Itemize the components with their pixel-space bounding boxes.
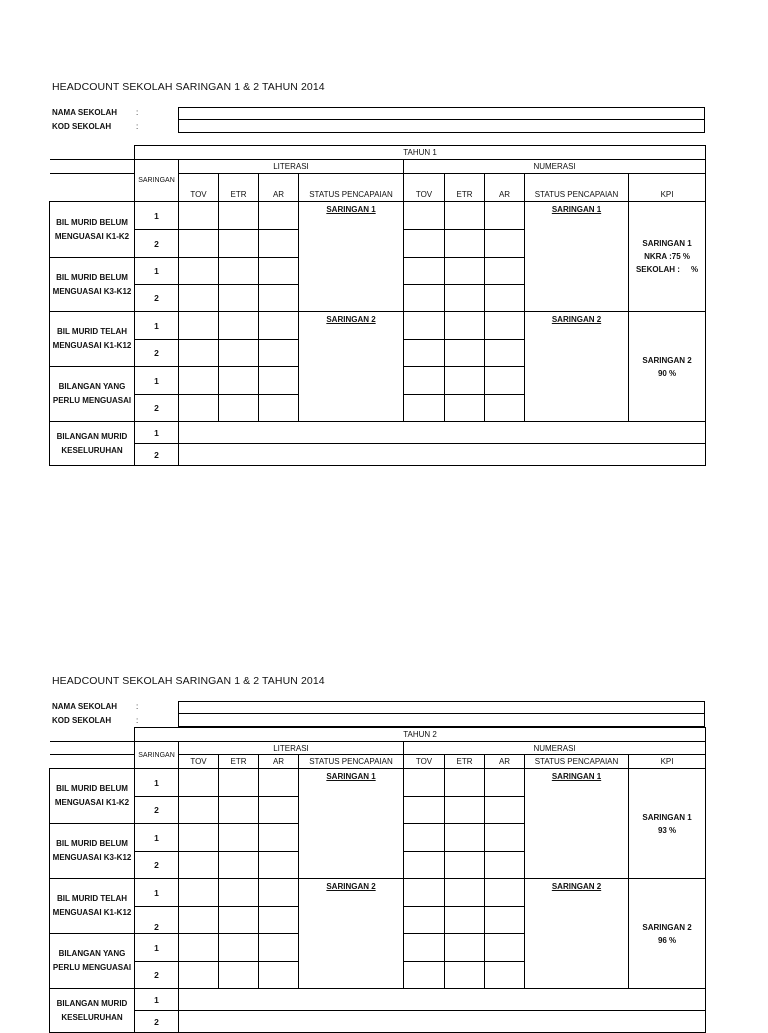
data-cell-wide[interactable] <box>179 444 706 466</box>
kpi-line: SARINGAN 1 <box>642 812 692 822</box>
data-cell[interactable] <box>404 769 445 797</box>
saringan-number: 1 <box>135 934 179 962</box>
data-cell[interactable] <box>485 395 525 422</box>
data-cell[interactable] <box>259 879 299 907</box>
data-cell[interactable] <box>259 824 299 852</box>
tov-header: TOV <box>404 755 445 769</box>
row-label-belum-k3-k12: BIL MURID BELUM MENGUASAI K3-K12 <box>50 824 135 879</box>
data-cell[interactable] <box>485 258 525 285</box>
data-cell[interactable] <box>404 202 445 230</box>
data-cell[interactable] <box>179 934 219 962</box>
data-cell[interactable] <box>259 797 299 824</box>
kpi-line: SARINGAN 2 <box>642 355 692 365</box>
status-pencapaian-header: STATUS PENCAPAIAN <box>299 174 404 202</box>
data-cell[interactable] <box>445 285 485 312</box>
data-cell[interactable] <box>259 230 299 258</box>
data-cell[interactable] <box>259 312 299 340</box>
data-cell[interactable] <box>179 824 219 852</box>
literasi-header: LITERASI <box>179 742 404 755</box>
status-pencapaian-header: STATUS PENCAPAIAN <box>299 755 404 769</box>
data-cell[interactable] <box>259 258 299 285</box>
row-label-belum-k1-k2: BIL MURID BELUM MENGUASAI K1-K2 <box>50 202 135 258</box>
status-saringan-1-label: SARINGAN 1 <box>326 205 376 214</box>
row-label-belum-k1-k2: BIL MURID BELUM MENGUASAI K1-K2 <box>50 769 135 824</box>
ar-header: AR <box>259 755 299 769</box>
status-cell-numerasi-2[interactable] <box>525 879 629 989</box>
data-cell[interactable] <box>179 769 219 797</box>
data-cell[interactable] <box>485 285 525 312</box>
tov-header: TOV <box>179 174 219 202</box>
data-cell[interactable] <box>445 258 485 285</box>
data-cell[interactable] <box>445 852 485 879</box>
data-cell[interactable] <box>219 824 259 852</box>
blank-corner <box>50 160 135 174</box>
data-cell[interactable] <box>179 907 219 934</box>
saringan-column-header: SARINGAN <box>135 160 179 202</box>
row-label-perlu-menguasai: BILANGAN YANG PERLU MENGUASAI <box>50 934 135 989</box>
etr-header: ETR <box>445 174 485 202</box>
data-cell-wide[interactable] <box>179 1011 706 1033</box>
data-cell[interactable] <box>404 312 445 340</box>
status-cell-literasi-1[interactable] <box>299 769 404 879</box>
data-cell[interactable] <box>219 934 259 962</box>
data-cell[interactable] <box>259 962 299 989</box>
data-cell[interactable] <box>404 395 445 422</box>
numerasi-header: NUMERASI <box>404 742 706 755</box>
kpi-header: KPI <box>629 174 706 202</box>
data-cell[interactable] <box>445 340 485 367</box>
data-cell[interactable] <box>219 852 259 879</box>
data-cell[interactable] <box>219 797 259 824</box>
saringan-number: 1 <box>135 202 179 230</box>
blank-corner <box>50 755 135 769</box>
nama-sekolah-field[interactable] <box>178 701 705 714</box>
data-cell[interactable] <box>485 230 525 258</box>
kpi-saringan-2 <box>629 312 706 422</box>
data-cell[interactable] <box>219 962 259 989</box>
etr-header: ETR <box>219 755 259 769</box>
row-label-telah-k1-k12: BIL MURID TELAH MENGUASAI K1-K12 <box>50 312 135 367</box>
data-cell[interactable] <box>404 907 445 934</box>
data-cell[interactable] <box>445 879 485 907</box>
saringan-number: 1 <box>135 769 179 797</box>
data-cell[interactable] <box>404 852 445 879</box>
kpi-line: SARINGAN 2 <box>642 922 692 932</box>
data-cell[interactable] <box>485 340 525 367</box>
row-label-telah-k1-k12: BIL MURID TELAH MENGUASAI K1-K12 <box>50 879 135 934</box>
data-cell[interactable] <box>219 395 259 422</box>
kpi-header: KPI <box>629 755 706 769</box>
status-saringan-1-label: SARINGAN 1 <box>326 772 376 781</box>
kpi-line: 93 % <box>657 825 677 835</box>
saringan-number: 2 <box>135 852 179 879</box>
kpi-saringan-1 <box>629 769 706 879</box>
ar-header: AR <box>485 755 525 769</box>
status-saringan-2-label: SARINGAN 2 <box>551 315 602 324</box>
ar-header: AR <box>485 174 525 202</box>
kpi-line: 90 % <box>657 368 677 378</box>
status-cell-numerasi-1[interactable] <box>525 769 629 879</box>
row-label-belum-k3-k12: BIL MURID BELUM MENGUASAI K3-K12 <box>50 258 135 312</box>
status-cell-numerasi-1[interactable] <box>525 202 629 312</box>
tahun-header: TAHUN 2 <box>135 728 706 742</box>
data-cell[interactable] <box>219 258 259 285</box>
form-title: HEADCOUNT SEKOLAH SARINGAN 1 & 2 TAHUN 2014 <box>52 675 325 687</box>
literasi-header: LITERASI <box>179 160 404 174</box>
tahun-header: TAHUN 1 <box>135 146 706 160</box>
data-cell[interactable] <box>485 852 525 879</box>
row-label-keseluruhan: BILANGAN MURID KESELURUHAN <box>50 989 135 1033</box>
numerasi-header: NUMERASI <box>404 160 706 174</box>
status-cell-literasi-2[interactable] <box>299 312 404 422</box>
data-cell[interactable] <box>445 395 485 422</box>
kod-sekolah-field[interactable] <box>178 714 705 727</box>
data-cell[interactable] <box>404 962 445 989</box>
data-cell[interactable] <box>404 879 445 907</box>
data-cell[interactable] <box>485 824 525 852</box>
data-cell[interactable] <box>179 312 219 340</box>
saringan-number: 1 <box>135 989 179 1011</box>
data-cell[interactable] <box>485 202 525 230</box>
data-cell[interactable] <box>179 962 219 989</box>
saringan-number: 2 <box>135 395 179 422</box>
data-cell[interactable] <box>259 202 299 230</box>
data-cell[interactable] <box>404 230 445 258</box>
tov-header: TOV <box>179 755 219 769</box>
data-cell[interactable] <box>179 395 219 422</box>
data-cell[interactable] <box>259 340 299 367</box>
saringan-number: 1 <box>135 422 179 444</box>
saringan-number: 1 <box>135 879 179 907</box>
saringan-number: 1 <box>135 258 179 285</box>
data-cell[interactable] <box>445 769 485 797</box>
data-cell[interactable] <box>259 852 299 879</box>
data-cell[interactable] <box>219 907 259 934</box>
data-cell[interactable] <box>179 367 219 395</box>
data-cell[interactable] <box>485 879 525 907</box>
data-cell[interactable] <box>445 934 485 962</box>
saringan-number: 2 <box>135 285 179 312</box>
data-cell[interactable] <box>179 340 219 367</box>
status-saringan-2-label: SARINGAN 2 <box>551 882 602 891</box>
data-cell[interactable] <box>259 769 299 797</box>
field-colon: : <box>136 122 139 131</box>
row-label-perlu-menguasai: BILANGAN YANG PERLU MENGUASAI <box>50 367 135 422</box>
blank-corner <box>50 728 135 742</box>
status-cell-literasi-1[interactable] <box>299 202 404 312</box>
data-cell[interactable] <box>445 367 485 395</box>
data-cell[interactable] <box>179 285 219 312</box>
ar-header: AR <box>259 174 299 202</box>
data-cell[interactable] <box>219 202 259 230</box>
data-cell-wide[interactable] <box>179 989 706 1011</box>
data-cell[interactable] <box>485 367 525 395</box>
data-cell[interactable] <box>445 230 485 258</box>
headcount-table <box>49 145 706 466</box>
data-cell[interactable] <box>404 824 445 852</box>
status-saringan-1-label: SARINGAN 1 <box>551 205 602 214</box>
data-cell[interactable] <box>404 340 445 367</box>
saringan-number: 2 <box>135 962 179 989</box>
data-cell[interactable] <box>219 879 259 907</box>
data-cell[interactable] <box>485 312 525 340</box>
blank-corner <box>50 146 135 160</box>
etr-header: ETR <box>219 174 259 202</box>
kpi-line: 96 % <box>657 935 677 945</box>
status-cell-numerasi-2[interactable] <box>525 312 629 422</box>
data-cell[interactable] <box>259 907 299 934</box>
kod-sekolah-label: KOD SEKOLAH <box>52 122 112 131</box>
status-saringan-1-label: SARINGAN 1 <box>551 772 602 781</box>
data-cell[interactable] <box>485 962 525 989</box>
data-cell[interactable] <box>219 230 259 258</box>
field-colon: : <box>136 108 139 117</box>
data-cell[interactable] <box>259 395 299 422</box>
data-cell[interactable] <box>179 230 219 258</box>
data-cell[interactable] <box>485 769 525 797</box>
saringan-number: 1 <box>135 367 179 395</box>
data-cell[interactable] <box>404 258 445 285</box>
kod-sekolah-field[interactable] <box>178 120 705 133</box>
data-cell[interactable] <box>179 879 219 907</box>
saringan-number: 2 <box>135 230 179 258</box>
saringan-number: 1 <box>135 312 179 340</box>
data-cell[interactable] <box>445 312 485 340</box>
status-saringan-2-label: SARINGAN 2 <box>326 882 376 891</box>
data-cell[interactable] <box>179 202 219 230</box>
data-cell[interactable] <box>179 852 219 879</box>
data-cell[interactable] <box>404 934 445 962</box>
saringan-number: 2 <box>135 907 179 934</box>
data-cell[interactable] <box>445 962 485 989</box>
status-cell-literasi-2[interactable] <box>299 879 404 989</box>
data-cell[interactable] <box>179 797 219 824</box>
field-colon: : <box>136 716 139 725</box>
data-cell[interactable] <box>445 202 485 230</box>
saringan-number: 2 <box>135 797 179 824</box>
saringan-number: 2 <box>135 340 179 367</box>
data-cell[interactable] <box>445 824 485 852</box>
kpi-line: SARINGAN 1 <box>642 239 692 248</box>
data-cell[interactable] <box>404 367 445 395</box>
etr-header: ETR <box>445 755 485 769</box>
data-cell[interactable] <box>219 340 259 367</box>
status-pencapaian-header: STATUS PENCAPAIAN <box>525 174 629 202</box>
data-cell[interactable] <box>219 769 259 797</box>
data-cell[interactable] <box>219 312 259 340</box>
kod-sekolah-label: KOD SEKOLAH <box>52 716 112 725</box>
nama-sekolah-label: NAMA SEKOLAH <box>52 108 118 117</box>
data-cell[interactable] <box>404 797 445 824</box>
nama-sekolah-field[interactable] <box>178 107 705 120</box>
kpi-saringan-2 <box>629 879 706 989</box>
data-cell[interactable] <box>404 285 445 312</box>
kpi-line: SEKOLAH : % <box>635 265 699 274</box>
saringan-number: 2 <box>135 444 179 466</box>
data-cell[interactable] <box>179 258 219 285</box>
data-cell[interactable] <box>485 797 525 824</box>
data-cell-wide[interactable] <box>179 422 706 444</box>
data-cell[interactable] <box>485 907 525 934</box>
tov-header: TOV <box>404 174 445 202</box>
kpi-saringan-1 <box>629 202 706 312</box>
status-saringan-2-label: SARINGAN 2 <box>326 315 376 324</box>
saringan-column-header: SARINGAN <box>135 742 179 769</box>
data-cell[interactable] <box>445 907 485 934</box>
data-cell[interactable] <box>445 797 485 824</box>
form-title: HEADCOUNT SEKOLAH SARINGAN 1 & 2 TAHUN 2014 <box>52 81 325 93</box>
status-pencapaian-header: STATUS PENCAPAIAN <box>525 755 629 769</box>
headcount-table <box>49 727 706 1033</box>
kpi-line: NKRA :75 % <box>644 252 691 261</box>
saringan-number: 1 <box>135 824 179 852</box>
blank-corner <box>50 174 135 202</box>
data-cell[interactable] <box>485 934 525 962</box>
field-colon: : <box>136 702 139 711</box>
data-cell[interactable] <box>259 285 299 312</box>
blank-corner <box>50 742 135 755</box>
saringan-number: 2 <box>135 1011 179 1033</box>
nama-sekolah-label: NAMA SEKOLAH <box>52 702 118 711</box>
row-label-keseluruhan: BILANGAN MURID KESELURUHAN <box>50 422 135 466</box>
data-cell[interactable] <box>219 367 259 395</box>
data-cell[interactable] <box>219 285 259 312</box>
data-cell[interactable] <box>259 934 299 962</box>
data-cell[interactable] <box>259 367 299 395</box>
